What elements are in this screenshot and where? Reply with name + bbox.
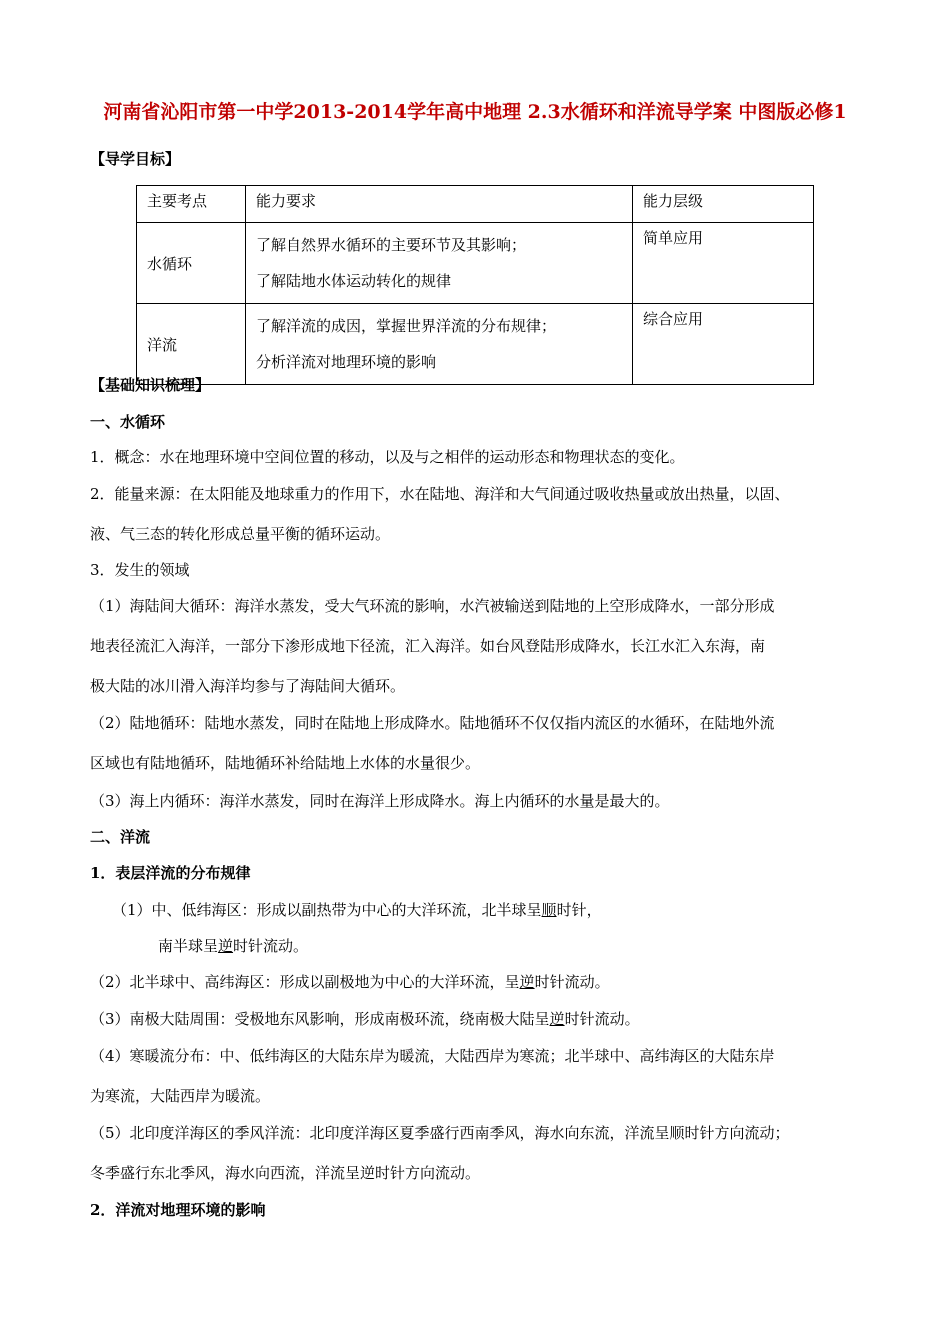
text-run: 时针流动。 [233, 937, 309, 955]
goals-label: 【导学目标】 [90, 150, 181, 168]
text-run: 时针流动。 [534, 973, 610, 991]
text-run: （1）中、低纬海区：形成以副热带为中心的大洋环流，北半球呈 [112, 901, 542, 919]
section-heading: 一、水循环 [90, 413, 166, 431]
cell-level: 综合应用 [633, 304, 814, 385]
header-cell-requirement: 能力要求 [246, 186, 633, 223]
paragraph: 地表径流汇入海洋，一部分下渗形成地下径流，汇入海洋。如台风登陆形成降水，长江水汇入东海，南 [90, 637, 766, 655]
requirement-line: 分析洋流对地理环境的影响 [256, 353, 437, 371]
subsection-heading: 2．洋流对地理环境的影响 [90, 1201, 266, 1219]
paragraph: （4）寒暖流分布：中、低纬海区的大陆东岸为暖流，大陆西岸为寒流；北半球中、高纬海区的大陆东岸 [90, 1047, 775, 1065]
document-title: 河南省沁阳市第一中学2013-2014学年高中地理 2.3水循环和洋流导学案 中图版必修1 [103, 101, 847, 123]
cell-requirement [246, 223, 633, 304]
text-run: （2）北半球中、高纬海区：形成以副极地为中心的大洋环流，呈 [90, 973, 520, 991]
paragraph: （2）陆地循环：陆地水蒸发，同时在陆地上形成降水。陆地循环不仅仅指内流区的水循环，在陆地外流 [90, 714, 775, 732]
paragraph: （1）海陆间大循环：海洋水蒸发，受大气环流的影响，水汽被输送到陆地的上空形成降水，一部分形成 [90, 597, 775, 615]
paragraph: 为寒流，大陆西岸为暖流。 [90, 1087, 271, 1105]
paragraph: （5）北印度洋海区的季风洋流：北印度洋海区夏季盛行西南季风，海水向东流，洋流呈顺时针方向流动； [90, 1124, 790, 1142]
paragraph: 极大陆的冰川滑入海洋均参与了海陆间大循环。 [90, 677, 406, 695]
paragraph: 区域也有陆地循环，陆地循环补给陆地上水体的水量很少。 [90, 754, 481, 772]
cell-topic: 洋流 [137, 304, 246, 385]
cell-topic: 水循环 [137, 223, 246, 304]
requirement-line: 了解自然界水循环的主要环节及其影响； [256, 236, 527, 254]
table-header-row [137, 186, 814, 223]
basics-label: 【基础知识梳理】 [90, 376, 211, 394]
underlined-answer: 顺 [541, 901, 557, 919]
header-cell-topic: 主要考点 [137, 186, 246, 223]
cell-level: 简单应用 [633, 223, 814, 304]
text-run: （3）南极大陆周围：受极地东风影响，形成南极环流，绕南极大陆呈 [90, 1010, 550, 1028]
paragraph: （3）海上内循环：海洋水蒸发，同时在海洋上形成降水。海上内循环的水量是最大的。 [90, 792, 670, 810]
paragraph [112, 890, 892, 930]
text-run: 时针， [556, 901, 602, 919]
table-row [137, 304, 814, 385]
requirement-line: 了解陆地水体运动转化的规律 [256, 272, 452, 290]
paragraph: 液、气三态的转化形成总量平衡的循环运动。 [90, 525, 391, 543]
underlined-answer: 逆 [218, 937, 234, 955]
text-run: 南半球呈 [158, 937, 219, 955]
paragraph: 1．概念：水在地理环境中空间位置的移动，以及与之相伴的运动形态和物理状态的变化。 [90, 448, 685, 466]
paragraph [90, 962, 870, 1002]
paragraph [90, 999, 870, 1039]
subsection-heading: 1．表层洋流的分布规律 [90, 864, 251, 882]
requirement-line: 了解洋流的成因，掌握世界洋流的分布规律； [256, 317, 557, 335]
text-run: 时针流动。 [564, 1010, 640, 1028]
paragraph: 3．发生的领域 [90, 561, 190, 579]
header-cell-level: 能力层级 [633, 186, 814, 223]
paragraph: 2．能量来源：在太阳能及地球重力的作用下，水在陆地、海洋和大气间通过吸收热量或放出热量，以固、 [90, 485, 790, 503]
table-row [137, 223, 814, 304]
underlined-answer: 逆 [519, 973, 535, 991]
paragraph: 冬季盛行东北季风，海水向西流，洋流呈逆时针方向流动。 [90, 1164, 481, 1182]
paragraph [158, 926, 938, 966]
section-heading: 二、洋流 [90, 828, 151, 846]
goals-table [136, 185, 814, 385]
underlined-answer: 逆 [549, 1010, 565, 1028]
cell-requirement [246, 304, 633, 385]
